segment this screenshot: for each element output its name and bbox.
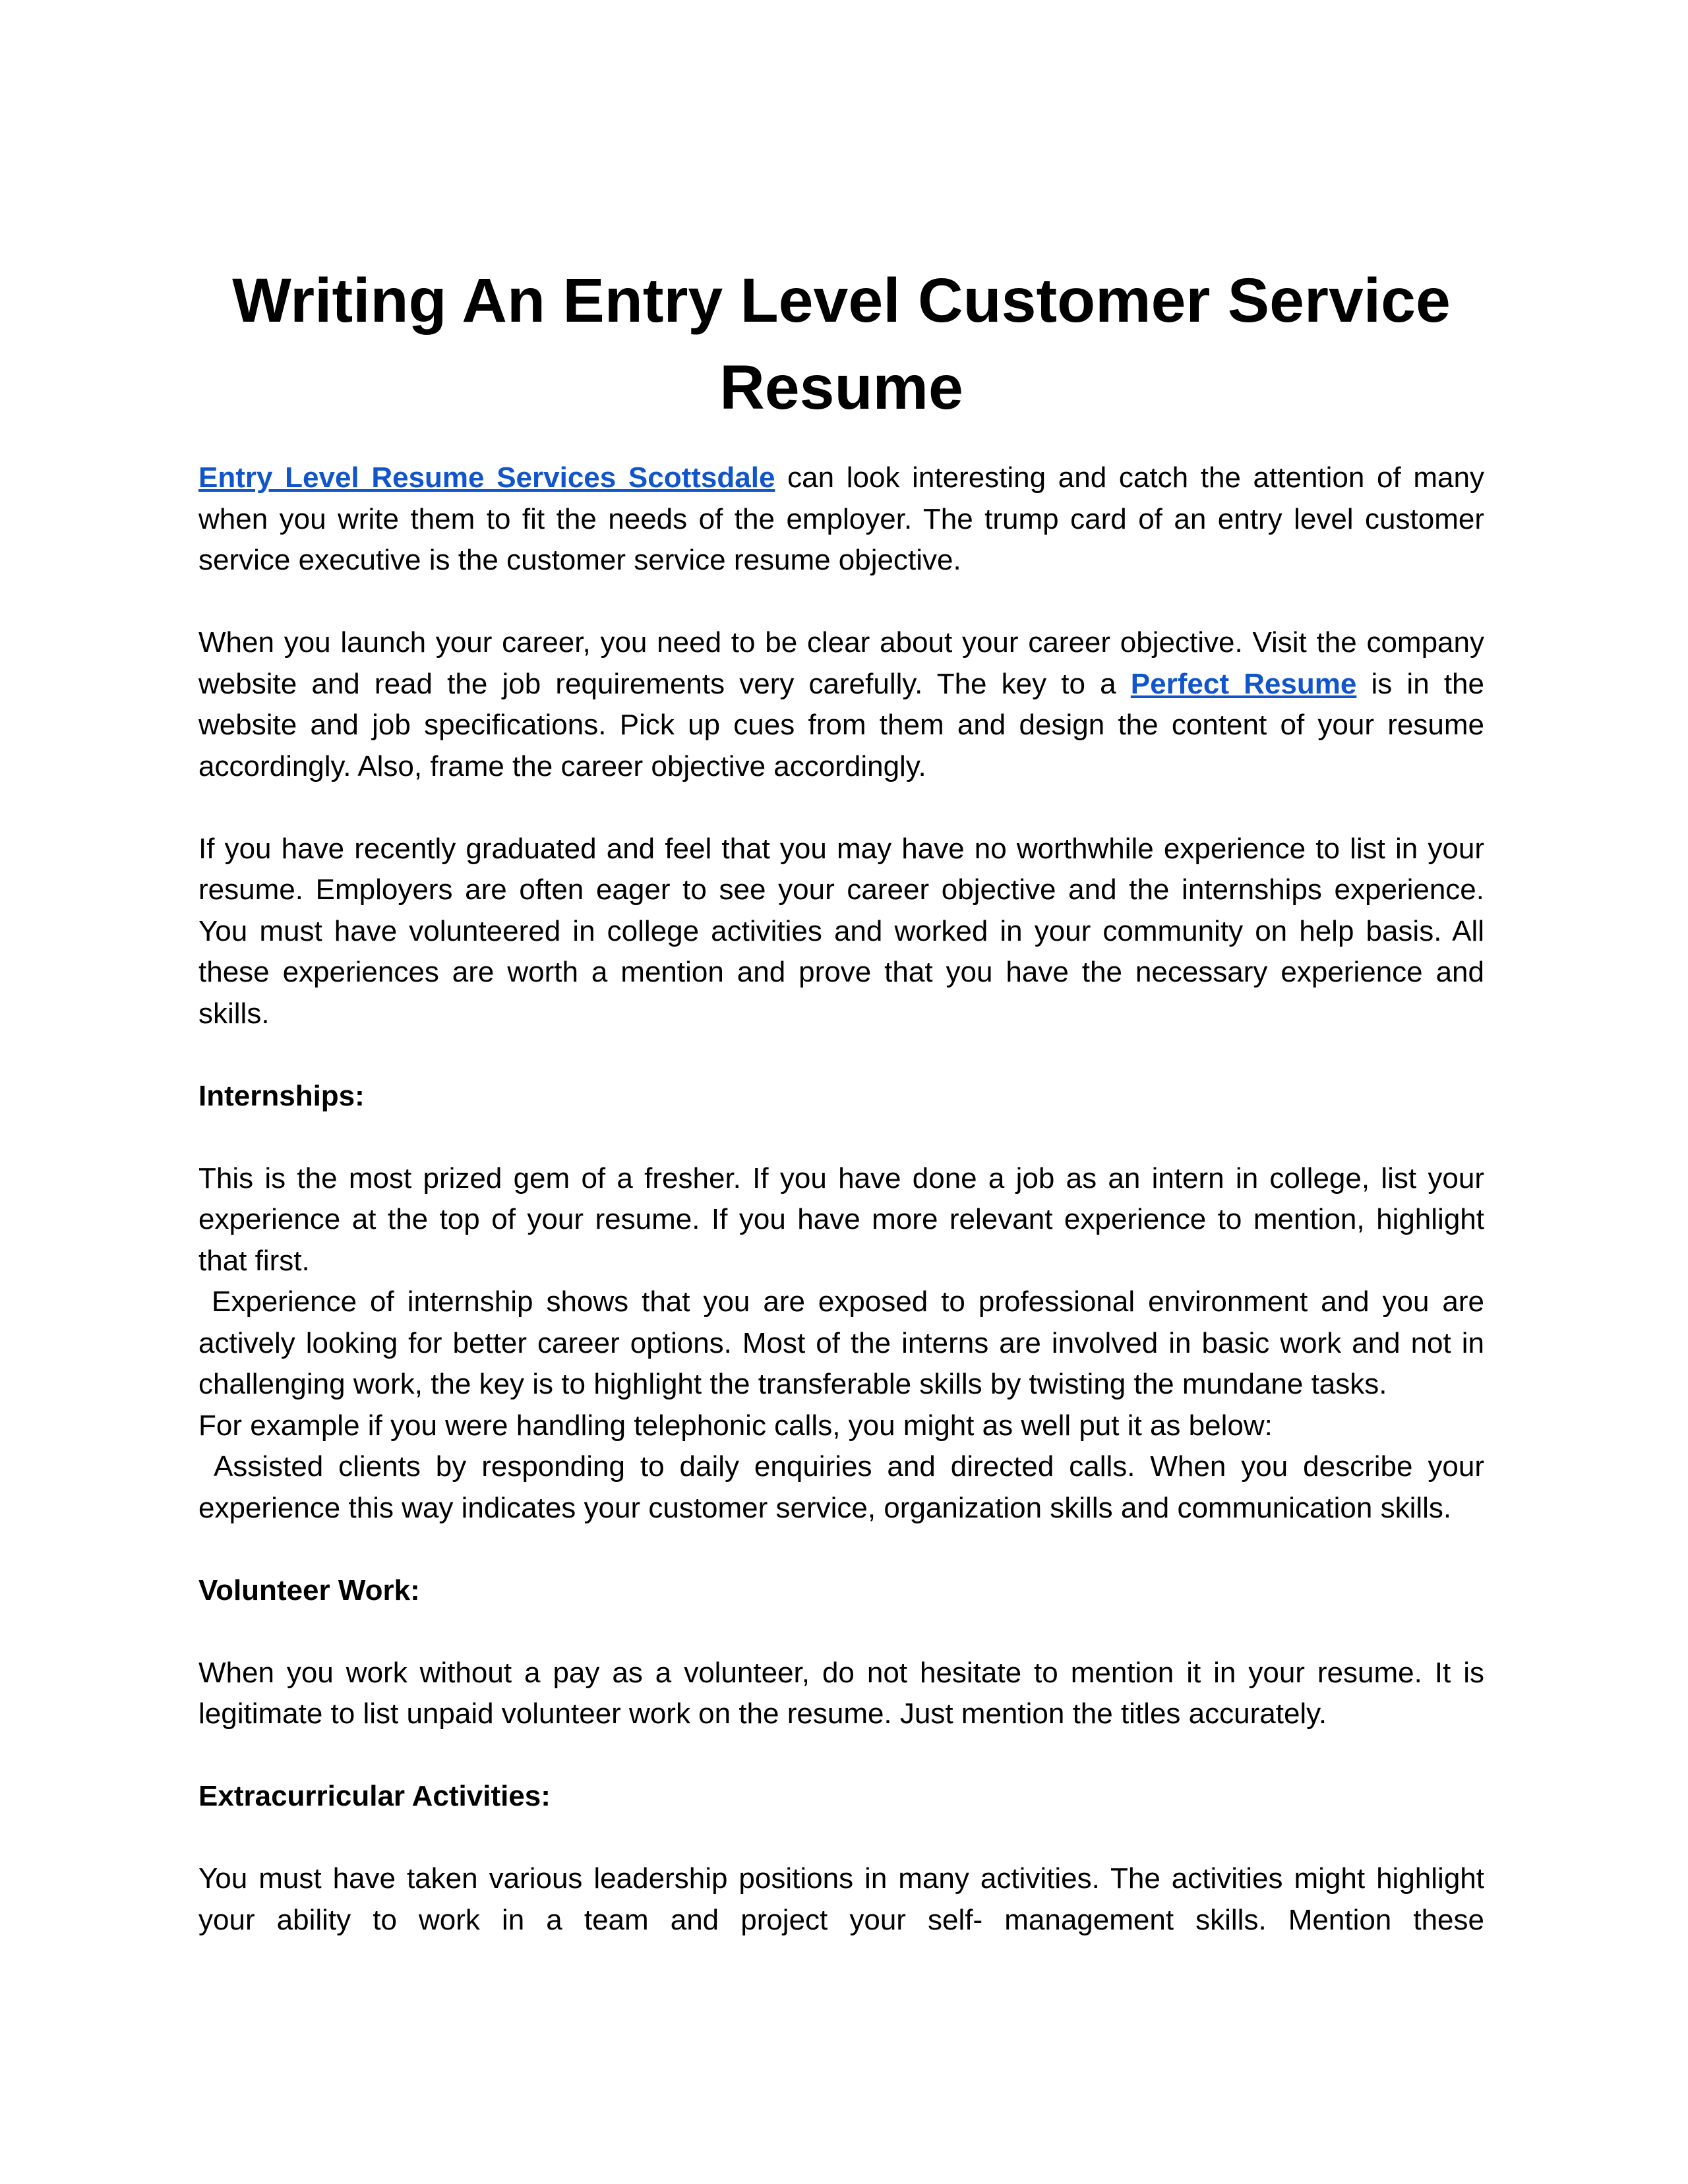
internships-paragraph-1: This is the most prized gem of a fresher. If you have done a job as an intern in college, list your experience at the top of your resume. If you have more relevant experience to mention, highlight that first. — [198, 1162, 1484, 1277]
career-objective-text-after: is in the website and job specifications. Pick up cues from them and design the content of your resume accordingly. Also, frame the career objective accordingly. — [198, 667, 1484, 782]
volunteer-paragraph: When you work without a pay as a volunteer, do not hesitate to mention it in your resume. It is legitimate to list unpaid volunteer work on the resume. Just mention the titles accurately. — [198, 1656, 1484, 1730]
internships-paragraph-4: Assisted clients by responding to daily enquiries and directed calls. When you describe your experience this way indicates your customer service, organization skills and communication skills. — [198, 1450, 1493, 1524]
internships-paragraph-2: Experience of internship shows that you are exposed to professional environment and you are actively looking for better career options. Most of the interns are involved in basic work and not in challenging work, the key is to highlight the transferable skills by twisting the mundane tasks. — [198, 1285, 1493, 1400]
document-body — [198, 257, 1493, 1982]
career-objective-text-before: When you launch your career, you need to be clear about your career objective. Visit the company website and read the job requirements very carefully. The key to a — [198, 626, 1484, 700]
intro-paragraph — [198, 457, 1484, 581]
intro-text: can look interesting and catch the attention of many when you write them to fit the needs of the employer. The trump card of an entry level customer service executive is the customer service resume objective. — [198, 461, 1484, 576]
internships-paragraph-3: For example if you were handling telephonic calls, you might as well put it as below: — [198, 1409, 1273, 1442]
internships-heading: Internships: — [198, 1079, 365, 1112]
entry-level-resume-link[interactable]: Entry Level Resume Services Scottsdale — [198, 461, 775, 494]
document-title: Writing An Entry Level Customer Service Resume — [232, 266, 1451, 423]
extracurricular-paragraph: You must have taken various leadership positions in many activities. The activities might highlight your ability to work in a team and project your self- management skills. Mention these — [198, 1862, 1484, 1936]
extracurricular-heading: Extracurricular Activities: — [198, 1780, 551, 1812]
perfect-resume-link[interactable]: Perfect Resume — [1130, 667, 1357, 700]
graduate-paragraph: If you have recently graduated and feel that you may have no worthwhile experience to list in your resume. Employers are often eager to see your career objective and the internships experience. You must have volunteered in college activities and worked in your community on help basis. All these experiences are worth a mention and prove that you have the necessary experience and skills. — [198, 832, 1484, 1030]
volunteer-heading: Volunteer Work: — [198, 1574, 420, 1607]
career-objective-paragraph — [198, 622, 1484, 787]
